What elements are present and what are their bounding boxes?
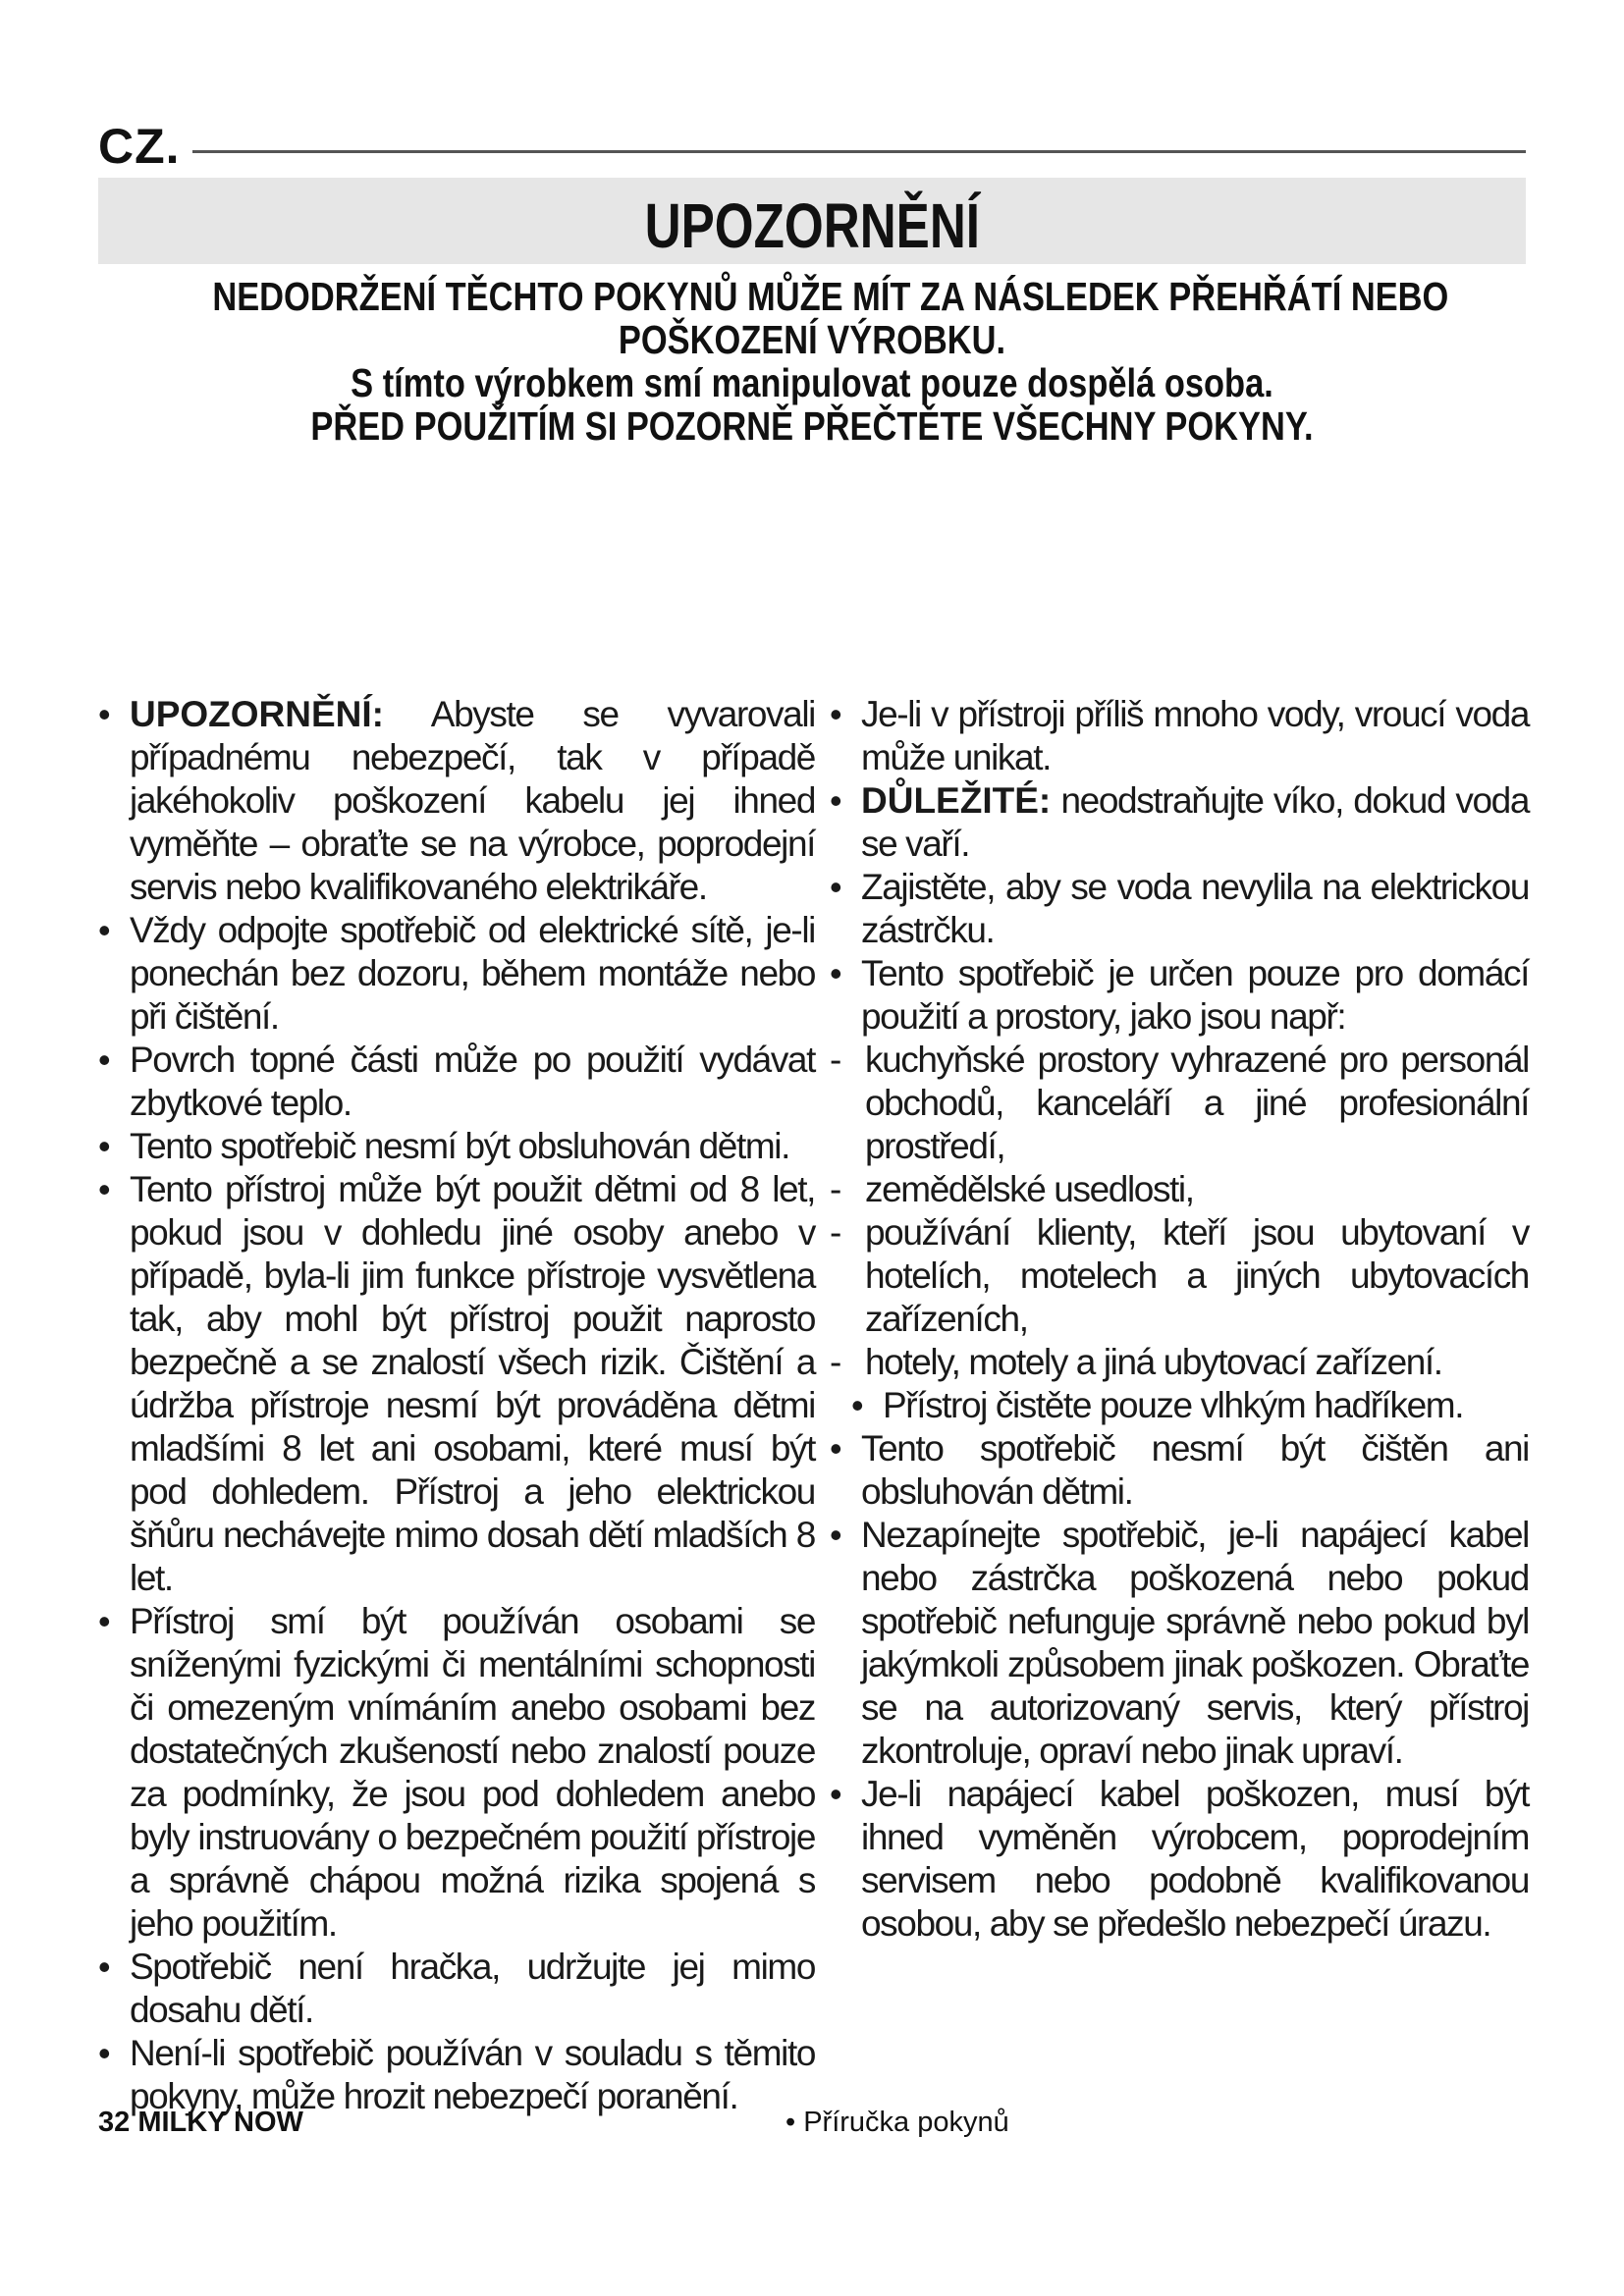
- item-text: Spotřebič není hračka, udržujte jej mimo dosahu dětí.: [130, 1947, 815, 2030]
- item-text: Tento přístroj může být použit dětmi od 8 let, pokud jsou v dohledu jiné osoby anebo v případě, byla-li jim funkce přístroje vysvětlena tak, aby mohl být přístroj použit naprosto bezpečně a se znalostí všech rizik. Čištění a údržba přístroje nesmí být prováděna dětmi mladšími 8 let ani osobami, které musí být pod dohledem. Přístroj a jeho elektrickou šňůru nechávejte mimo dosah dětí mladších 8 let.: [130, 1169, 815, 1598]
- dash-icon: -: [830, 1169, 840, 1209]
- item-text: Tento spotřebič nesmí být čištěn ani obsluhován dětmi.: [861, 1428, 1529, 1512]
- item-label: UPOZORNĚNÍ:: [130, 694, 384, 734]
- item-text: Tento spotřebič je určen pouze pro domácí použití a prostory, jako jsou např:: [861, 953, 1529, 1037]
- bullet-icon: •: [98, 1601, 110, 1641]
- item-text: zemědělské usedlosti,: [865, 1169, 1194, 1209]
- item-text: Přístroj čistěte pouze vlhkým hadříkem.: [883, 1385, 1464, 1425]
- bullet-icon: •: [98, 2033, 110, 2073]
- warning-line: NEDODRŽENÍ TĚCHTO POKYNŮ MŮŽE MÍT ZA NÁSLEDEK PŘEHŘÁTÍ NEBO: [212, 274, 1449, 319]
- bullet-icon: •: [830, 1428, 841, 1468]
- list-item: [830, 1427, 1529, 1514]
- list-item: [830, 866, 1529, 952]
- item-text: Zajistěte, aby se voda nevylila na elektrickou zástrčku.: [861, 867, 1529, 950]
- sub-list-item: [830, 1341, 1529, 1384]
- list-item: [830, 693, 1529, 779]
- dash-icon: -: [830, 1040, 840, 1080]
- bullet-icon: •: [98, 1169, 110, 1209]
- item-text: používání klienty, kteří jsou ubytovaní v hotelích, motelech a jiných ubytovacích zařízeních,: [865, 1212, 1529, 1339]
- list-item: [98, 1946, 815, 2032]
- page-title: UPOZORNĚNÍ: [644, 190, 980, 261]
- list-item: [98, 693, 815, 909]
- item-text: Abyste se vyvarovali případnému nebezpečí, tak v případě jakéhokoliv poškození kabelu jej ihned vyměňte – obraťte se na výrobce, poprodejní servis nebo kvalifikovaného elektrikáře.: [130, 694, 815, 907]
- list-item: [830, 1384, 1529, 1427]
- right-column: [830, 693, 1529, 1946]
- list-item: [98, 1600, 815, 1946]
- bullet-icon: •: [830, 1774, 841, 1814]
- item-text: Nezapínejte spotřebič, je-li napájecí kabel nebo zástrčka poškozená nebo pokud spotřebič nefunguje správně nebo pokud byl jakýmkoli způsobem jinak poškozen. Obraťte se na autorizovaný servis, který přístroj zkontroluje, opraví nebo jinak upraví.: [861, 1515, 1529, 1771]
- bullet-icon: •: [851, 1385, 863, 1425]
- warning-line: S tímto výrobkem smí manipulovat pouze dospělá osoba.: [351, 360, 1273, 405]
- footer-page-label: 32 MILKY NOW: [98, 2107, 303, 2138]
- warning-line: POŠKOZENÍ VÝROBKU.: [618, 317, 1006, 362]
- list-item: [98, 1125, 815, 1168]
- item-text: neodstraňujte víko, dokud voda se vaří.: [861, 780, 1529, 864]
- language-code: CZ.: [98, 119, 181, 174]
- item-text: Je-li v přístroji příliš mnoho vody, vroucí voda může unikat.: [861, 694, 1529, 777]
- bullet-icon: •: [98, 910, 110, 950]
- bullet-icon: •: [98, 1126, 110, 1166]
- title-band: [98, 178, 1526, 264]
- bullet-icon: •: [830, 780, 841, 821]
- dash-icon: -: [830, 1342, 840, 1382]
- list-item: [830, 1514, 1529, 1773]
- item-text: kuchyňské prostory vyhrazené pro personál obchodů, kanceláří a jiné profesionální prostředí,: [865, 1040, 1529, 1166]
- item-label: DŮLEŽITÉ:: [861, 780, 1052, 821]
- item-text: Přístroj smí být používán osobami se sníženými fyzickými či mentálními schopnosti či omezeným vnímáním anebo osobami bez dostatečných zkušeností nebo znalostí pouze za podmínky, že jsou pod dohledem anebo byly instruovány o bezpečném použití přístroje a správně chápou možná rizika spojená s jeho použitím.: [130, 1601, 815, 1944]
- bullet-icon: •: [830, 694, 841, 734]
- bullet-icon: •: [830, 867, 841, 907]
- item-text: Povrch topné části může po použití vydávat zbytkové teplo.: [130, 1040, 815, 1123]
- sub-list-item: [830, 1211, 1529, 1341]
- footer-manual-label: • Příručka pokynů: [785, 2107, 1009, 2138]
- item-text: Vždy odpojte spotřebič od elektrické sítě, je-li ponechán bez dozoru, během montáže nebo při čištění.: [130, 910, 815, 1037]
- item-text: hotely, motely a jiná ubytovací zařízení.: [865, 1342, 1442, 1382]
- header-rule: [192, 150, 1526, 153]
- list-item: [98, 1168, 815, 1600]
- warning-line: PŘED POUŽITÍM SI POZORNĚ PŘEČTĚTE VŠECHNY POKYNY.: [310, 403, 1314, 449]
- bullet-icon: •: [98, 1947, 110, 1987]
- bullet-icon: •: [98, 1040, 110, 1080]
- list-item: [98, 2032, 815, 2118]
- sub-list-item: [830, 1039, 1529, 1168]
- left-column: [98, 693, 815, 2118]
- item-text: Není-li spotřebič používán v souladu s těmito pokyny, může hrozit nebezpečí poranění.: [130, 2033, 815, 2116]
- item-text: Tento spotřebič nesmí být obsluhován dětmi.: [130, 1126, 789, 1166]
- item-text: Je-li napájecí kabel poškozen, musí být ihned vyměněn výrobcem, poprodejním servisem nebo podobně kvalifikovanou osobou, aby se předešlo nebezpečí úrazu.: [861, 1774, 1529, 1944]
- list-item: [830, 952, 1529, 1039]
- list-item: [98, 1039, 815, 1125]
- dash-icon: -: [830, 1212, 840, 1253]
- bullet-icon: •: [830, 1515, 841, 1555]
- bullet-icon: •: [830, 953, 841, 993]
- list-item: [98, 909, 815, 1039]
- list-item: [830, 779, 1529, 866]
- warning-block: [98, 275, 1526, 448]
- sub-list-item: [830, 1168, 1529, 1211]
- bullet-icon: •: [98, 694, 110, 734]
- list-item: [830, 1773, 1529, 1946]
